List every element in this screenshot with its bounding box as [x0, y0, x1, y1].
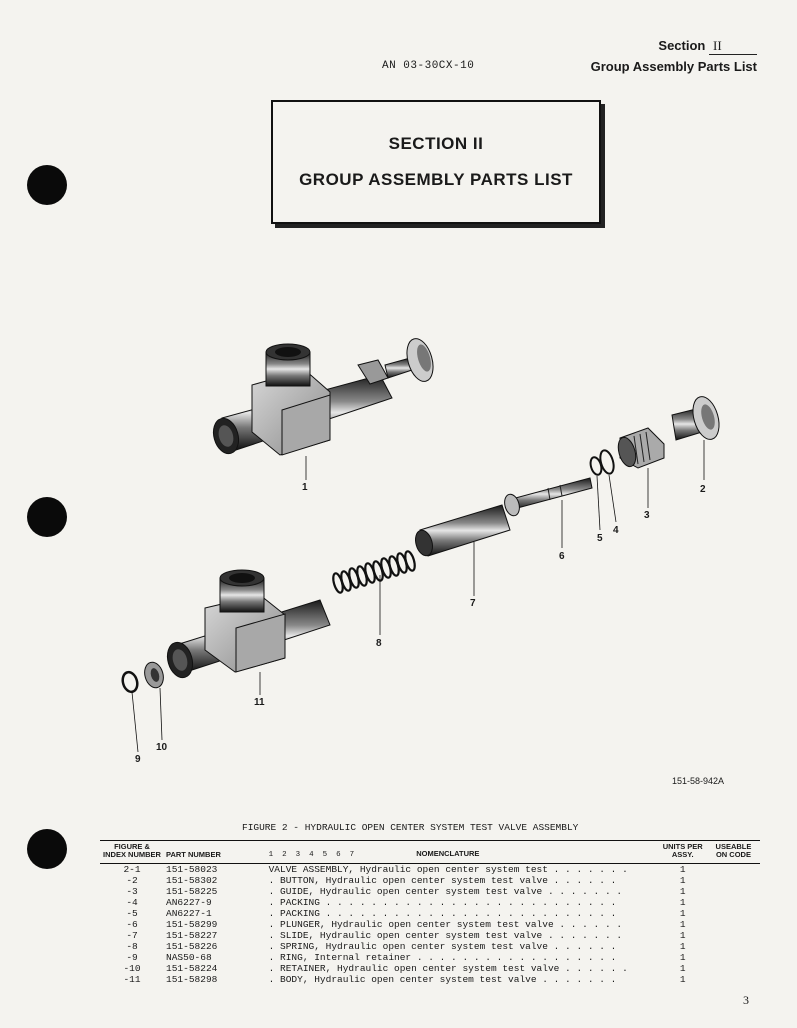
binder-hole-bottom	[27, 829, 67, 869]
cell-index: -10	[123, 962, 141, 974]
slide-part	[413, 505, 510, 558]
table-row	[100, 963, 760, 974]
cell-index: -7	[126, 929, 138, 941]
table-row	[100, 930, 760, 941]
callout-1: 1	[302, 482, 308, 493]
cell-part-number: 151-58225	[166, 885, 218, 897]
button-part	[672, 394, 724, 443]
cell-index: -2	[126, 874, 138, 886]
cell-index: 2-1	[123, 863, 141, 875]
cell-nomenclature: . BUTTON, Hydraulic open center system test valve . . . . . .	[268, 874, 617, 886]
cell-part-number: 151-58298	[166, 973, 218, 985]
cell-units: 1	[679, 962, 686, 974]
spring-part	[331, 550, 416, 593]
cell-nomenclature: . PACKING . . . . . . . . . . . . . . . . . . . . . . . . . .	[268, 896, 617, 908]
body-part	[164, 570, 330, 681]
cell-part-number: AN6227-1	[166, 907, 212, 919]
leader-lines	[132, 440, 704, 752]
cell-useable	[707, 952, 760, 963]
cell-units: 1	[679, 896, 686, 908]
header-nomenclature	[267, 841, 659, 864]
parts-table-body	[100, 863, 760, 985]
cell-useable	[707, 930, 760, 941]
cell-useable	[707, 875, 760, 886]
figure-caption: FIGURE 2 - HYDRAULIC OPEN CENTER SYSTEM TEST VALVE ASSEMBLY	[242, 822, 579, 833]
table-row	[100, 897, 760, 908]
table-row	[100, 863, 760, 875]
callout-8: 8	[376, 638, 382, 649]
parts-list-table	[100, 840, 760, 985]
cell-part-number: NAS50-68	[166, 951, 212, 963]
retainer-ring-9	[121, 670, 140, 693]
parts-table-header	[100, 841, 760, 864]
title-line-2: GROUP ASSEMBLY PARTS LIST	[299, 170, 573, 189]
cell-nomenclature: . GUIDE, Hydraulic open center system test valve . . . . . . .	[268, 885, 623, 897]
cell-units: 1	[679, 885, 686, 897]
cell-part-number: 151-58224	[166, 962, 218, 974]
cell-nomenclature: . SPRING, Hydraulic open center system test valve . . . . . .	[268, 940, 617, 952]
cell-nomenclature: . RING, Internal retainer . . . . . . . . . . . . . . . . . .	[268, 951, 617, 963]
cell-useable	[707, 919, 760, 930]
header-useable: USEABLE ON CODE	[707, 841, 760, 864]
cell-part-number: 151-58227	[166, 929, 218, 941]
callout-7: 7	[470, 598, 476, 609]
cell-useable	[707, 908, 760, 919]
table-row	[100, 908, 760, 919]
cell-useable	[707, 974, 760, 985]
header-nomenclature-label: NOMENCLATURE	[416, 849, 480, 859]
cell-part-number: AN6227-9	[166, 896, 212, 908]
callout-10: 10	[156, 742, 168, 753]
exploded-view-illustration	[0, 320, 797, 790]
callout-11: 11	[254, 697, 265, 708]
section-number: II	[709, 38, 757, 55]
cell-part-number: 151-58023	[166, 863, 218, 875]
table-row	[100, 886, 760, 897]
callout-3: 3	[644, 510, 650, 521]
guide-part	[615, 428, 664, 469]
cell-useable	[707, 963, 760, 974]
cell-index: -3	[126, 885, 138, 897]
cell-index: -4	[126, 896, 138, 908]
callout-9: 9	[135, 754, 141, 765]
cell-nomenclature: . BODY, Hydraulic open center system test valve . . . . . . .	[268, 973, 617, 985]
cell-part-number: 151-58299	[166, 918, 218, 930]
retainer-10	[142, 660, 166, 690]
cell-nomenclature: . SLIDE, Hydraulic open center system test valve . . . . . . .	[268, 929, 623, 941]
binder-hole-top	[27, 165, 67, 205]
cell-useable	[707, 863, 760, 875]
cell-units: 1	[679, 973, 686, 985]
title-line-1: SECTION II	[388, 134, 484, 153]
callout-6: 6	[559, 551, 565, 562]
header-indent-levels: 1 2 3 4 5 6 7	[268, 851, 355, 860]
cell-units: 1	[679, 874, 686, 886]
header-units: UNITS PER ASSY.	[659, 841, 707, 864]
table-row	[100, 974, 760, 985]
cell-index: -6	[126, 918, 138, 930]
cell-units: 1	[679, 929, 686, 941]
document-number: AN 03-30CX-10	[382, 60, 475, 72]
cell-units: 1	[679, 863, 686, 875]
cell-useable	[707, 941, 760, 952]
cell-nomenclature: . RETAINER, Hydraulic open center system test valve . . . . . .	[268, 962, 628, 974]
section-header	[591, 38, 757, 74]
callout-5: 5	[597, 533, 603, 544]
cell-part-number: 151-58226	[166, 940, 218, 952]
callout-2: 2	[700, 484, 706, 495]
cell-units: 1	[679, 918, 686, 930]
cell-units: 1	[679, 940, 686, 952]
cell-index: -11	[123, 973, 141, 985]
table-row	[100, 941, 760, 952]
table-row	[100, 875, 760, 886]
cell-units: 1	[679, 907, 686, 919]
cell-index: -8	[126, 940, 138, 952]
plunger-part	[502, 478, 592, 518]
cell-useable	[707, 886, 760, 897]
cell-nomenclature: . PACKING . . . . . . . . . . . . . . . . . . . . . . . . . .	[268, 907, 617, 919]
header-index: FIGURE & INDEX NUMBER	[100, 841, 164, 864]
valve-assembly	[210, 336, 438, 457]
header-part-number: PART NUMBER	[164, 841, 267, 864]
section-title: Group Assembly Parts List	[590, 59, 757, 74]
table-row	[100, 919, 760, 930]
cell-part-number: 151-58302	[166, 874, 218, 886]
callout-4: 4	[613, 525, 619, 536]
cell-useable	[707, 897, 760, 908]
cell-index: -9	[126, 951, 138, 963]
table-row	[100, 952, 760, 963]
cell-nomenclature: . PLUNGER, Hydraulic open center system test valve . . . . . .	[268, 918, 623, 930]
title-box	[271, 100, 601, 224]
drawing-number: 151-58-942A	[672, 776, 725, 786]
cell-index: -5	[126, 907, 138, 919]
page-number: 3	[743, 993, 749, 1007]
section-label: Section	[658, 38, 706, 53]
cell-nomenclature: VALVE ASSEMBLY, Hydraulic open center system test . . . . . . .	[268, 863, 628, 875]
cell-units: 1	[679, 951, 686, 963]
